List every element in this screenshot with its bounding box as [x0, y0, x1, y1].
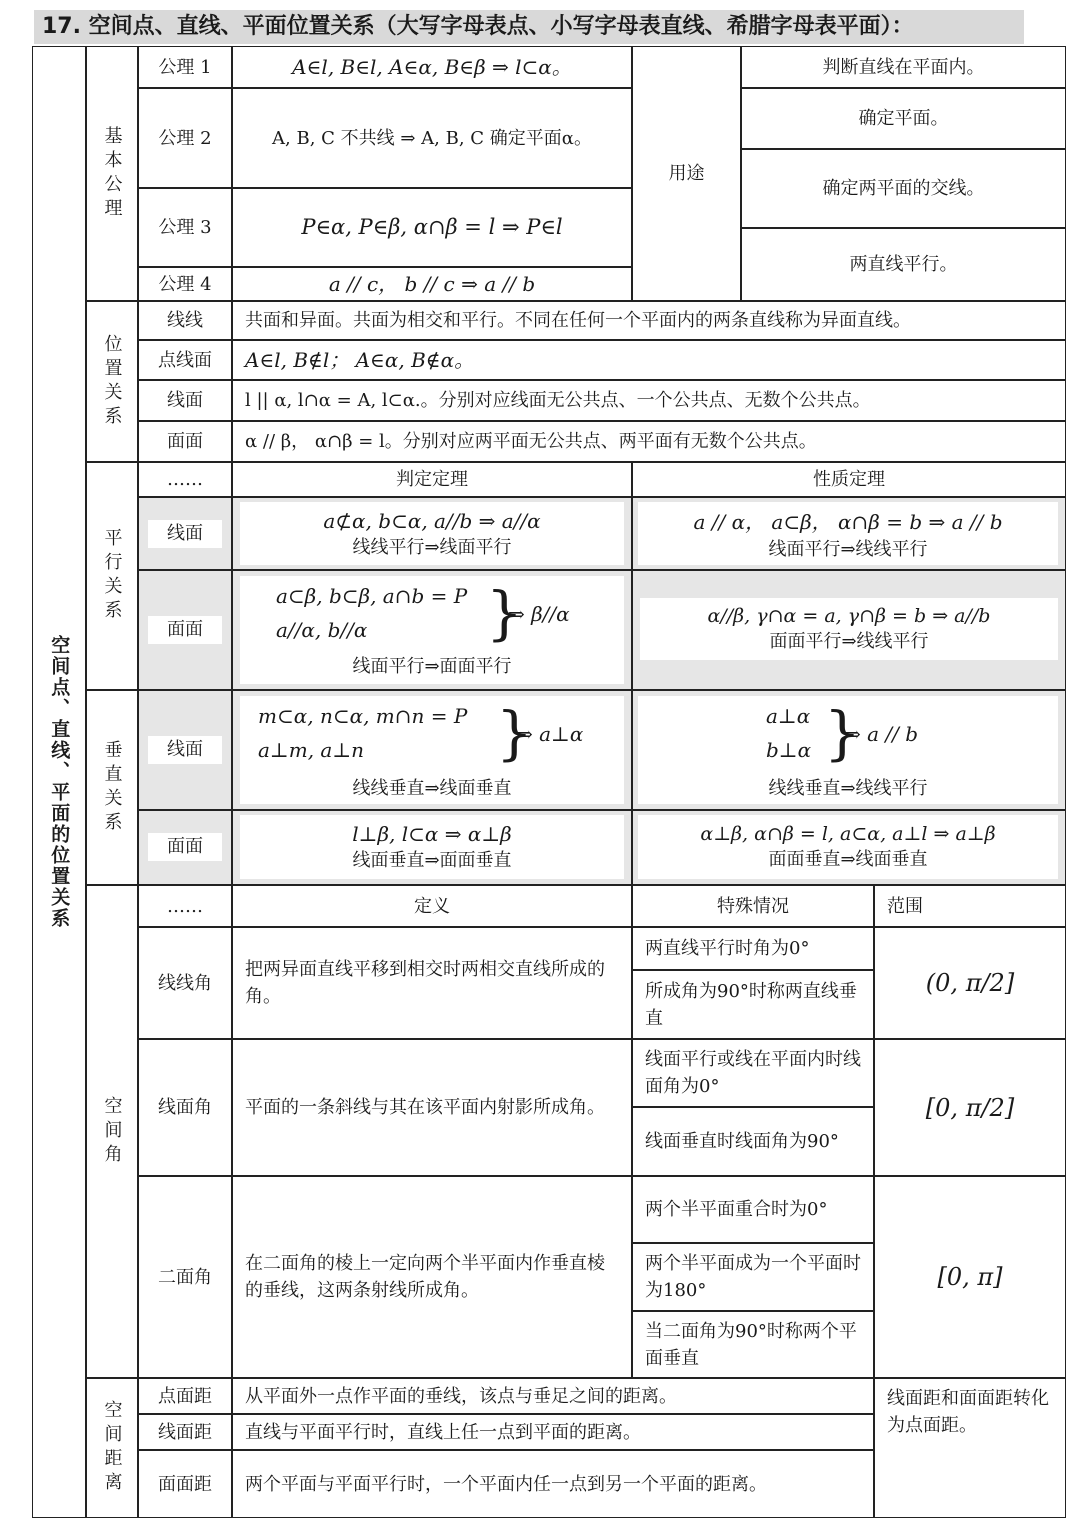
perp-line-plane-judge-line2: a⊥m, a⊥n [258, 738, 365, 762]
angle-line-line-special-1: 两直线平行时角为0° [632, 927, 874, 970]
axiom-1-use: 判断直线在平面内。 [741, 46, 1066, 88]
perp-plane-plane-prop-formula: α⊥β, α∩β = l, a⊂α, a⊥l ⇒ a⊥β [700, 823, 996, 845]
axiom-4-name: 公理 4 [138, 267, 232, 301]
perp-line-plane-prop-line2: b⊥α [766, 738, 812, 762]
angles-col-range: 范围 [874, 885, 1066, 927]
axiom-usage-label: 用途 [632, 46, 741, 301]
distance-note: 线面距和面面距转化为点面距。 [874, 1378, 1066, 1518]
group-distances: 空间距离 [86, 1378, 138, 1518]
parallel-plane-plane-judge-line2: a//α, b//α [276, 618, 368, 642]
distance-line-plane-name: 线面距 [138, 1414, 232, 1450]
position-plane-plane-text: α // β， α∩β = l。分别对应两平面无公共点、两平面有无数个公共点。 [232, 421, 1066, 462]
axiom-2-name: 公理 2 [138, 88, 232, 188]
group-axioms: 基本公理 [86, 46, 138, 301]
angle-line-plane-name: 线面角 [138, 1039, 232, 1176]
side-label: 空间点、直线、平面的位置关系 [32, 46, 86, 1518]
angle-line-line-def: 把两异面直线平移到相交时两相交直线所成的角。 [232, 927, 632, 1039]
axiom-4-use: 两直线平行。 [741, 228, 1066, 301]
perp-plane-plane-prop-caption: 面面垂直⇒线面垂直 [768, 849, 928, 870]
angle-dihedral-special-2: 两个半平面成为一个平面时为180° [632, 1243, 874, 1311]
angle-dihedral-range: [0, π] [874, 1176, 1066, 1378]
perp-line-plane-name: 线面 [148, 736, 222, 764]
parallel-plane-plane-judge-result: ⇒ β//α [508, 602, 570, 626]
perp-line-plane-judge-line1: m⊂α, n⊂α, m∩n = P [258, 704, 468, 728]
parallel-plane-plane-prop-caption: 面面平行⇒线线平行 [769, 631, 929, 652]
position-line-line-text: 共面和异面。共面为相交和平行。不同在任何一个平面内的两条直线称为异面直线。 [232, 301, 1066, 340]
angle-dihedral-special-1: 两个半平面重合时为0° [632, 1176, 874, 1243]
angle-line-line-special-2: 所成角为90°时称两直线垂直 [632, 970, 874, 1039]
perp-line-plane-prop-brace: } [824, 699, 861, 767]
axiom-3-name: 公理 3 [138, 188, 232, 267]
perp-line-plane-judge [240, 696, 624, 804]
perp-plane-plane-judge-caption: 线面垂直⇒面面垂直 [352, 850, 512, 871]
parallel-plane-plane-prop [640, 598, 1058, 660]
parallel-line-plane-name: 线面 [148, 520, 222, 548]
parallel-plane-plane-prop-formula: α//β, γ∩α = a, γ∩β = b ⇒ a//b [707, 605, 991, 627]
axiom-2-formula: A, B, C 不共线 ⇒ A, B, C 确定平面α。 [232, 88, 632, 188]
distance-plane-plane-name: 面面距 [138, 1450, 232, 1518]
angle-line-plane-range: [0, π/2] [874, 1039, 1066, 1176]
perp-line-plane-prop [638, 696, 1058, 804]
parallel-line-plane-prop-caption: 线面平行⇒线线平行 [768, 539, 928, 560]
perp-plane-plane-judge-formula: l⊥β, l⊂α ⇒ α⊥β [352, 822, 512, 846]
angle-line-line-name: 线线角 [138, 927, 232, 1039]
perp-line-plane-prop-result: ⇒ a // b [844, 722, 919, 746]
distance-line-plane-text: 直线与平面平行时，直线上任一点到平面的距离。 [232, 1414, 874, 1450]
axiom-3-formula: P∈α, P∈β, α∩β = l ⇒ P∈l [232, 188, 632, 267]
angle-dihedral-special-3: 当二面角为90°时称两个平面垂直 [632, 1311, 874, 1378]
axiom-1-name: 公理 1 [138, 46, 232, 88]
distance-plane-plane-text: 两个平面与平面平行时，一个平面内任一点到另一个平面的距离。 [232, 1450, 874, 1518]
perp-plane-plane-prop [638, 815, 1058, 879]
parallel-plane-plane-judge [240, 576, 624, 684]
perp-line-plane-judge-caption: 线线垂直⇒线面垂直 [352, 778, 512, 799]
parallel-col-judge: 判定定理 [232, 462, 632, 497]
perp-line-plane-prop-caption: 线线垂直⇒线线平行 [768, 778, 928, 799]
group-angles: 空间角 [86, 885, 138, 1378]
position-plane-plane-name: 面面 [138, 421, 232, 462]
parallel-plane-plane-judge-caption: 线面平行⇒面面平行 [352, 656, 512, 677]
parallel-line-plane-prop-formula: a // α， a⊂β， α∩β = b ⇒ a // b [693, 510, 1003, 534]
perp-line-plane-judge-result: ⇒ a⊥α [516, 722, 584, 746]
position-line-plane-text: l || α, l∩α = A, l⊂α.。分别对应线面无公共点、一个公共点、无数个公共点。 [232, 380, 1066, 421]
position-point-line-plane-name: 点线面 [138, 340, 232, 380]
angle-line-plane-def: 平面的一条斜线与其在该平面内射影所成角。 [232, 1039, 632, 1176]
parallel-col-prop: 性质定理 [632, 462, 1066, 497]
angle-line-line-range: (0, π/2] [874, 927, 1066, 1039]
angle-dihedral-def: 在二面角的棱上一定向两个半平面内作垂直棱的垂线，这两条射线所成角。 [232, 1176, 632, 1378]
parallel-line-plane-judge-formula: a⊄α, b⊂α, a//b ⇒ a//α [323, 508, 541, 533]
page-title: 17. 空间点、直线、平面位置关系（大写字母表点、小写字母表直线、希腊字母表平面）： [34, 10, 1024, 44]
group-parallel: 平行关系 [86, 462, 138, 690]
distance-point-plane-text: 从平面外一点作平面的垂线，该点与垂足之间的距离。 [232, 1378, 874, 1414]
position-line-line-name: 线线 [138, 301, 232, 340]
group-positions: 位置关系 [86, 301, 138, 462]
axiom-2-use: 确定平面。 [741, 88, 1066, 149]
perp-line-plane-brace: } [496, 699, 533, 767]
perp-plane-plane-judge [240, 815, 624, 879]
angle-line-plane-special-1: 线面平行或线在平面内时线面角为0° [632, 1039, 874, 1107]
angles-col-def: 定义 [232, 885, 632, 927]
parallel-plane-plane-brace: } [486, 579, 523, 647]
perp-line-plane-prop-line1: a⊥α [766, 704, 811, 728]
perp-plane-plane-name: 面面 [148, 833, 222, 861]
position-line-plane-name: 线面 [138, 380, 232, 421]
group-perpendicular: 垂直关系 [86, 690, 138, 885]
parallel-corner: …… [138, 462, 232, 497]
axiom-4-formula: a // c， b // c ⇒ a // b [232, 267, 632, 301]
parallel-plane-plane-judge-line1: a⊂β, b⊂β, a∩b = P [276, 584, 468, 608]
axiom-3-use: 确定两平面的交线。 [741, 149, 1066, 228]
angle-dihedral-name: 二面角 [138, 1176, 232, 1378]
position-point-line-plane-text: A∈l, B∉l； A∈α, B∉α。 [232, 340, 1066, 380]
parallel-line-plane-judge-caption: 线线平行⇒线面平行 [352, 536, 512, 558]
angles-col-special: 特殊情况 [632, 885, 874, 927]
parallel-line-plane-prop [638, 502, 1058, 565]
parallel-line-plane-judge [240, 502, 624, 565]
distance-point-plane-name: 点面距 [138, 1378, 232, 1414]
angles-corner: …… [138, 885, 232, 927]
angle-line-plane-special-2: 线面垂直时线面角为90° [632, 1107, 874, 1176]
axiom-1-formula: A∈l, B∈l, A∈α, B∈β ⇒ l⊂α。 [232, 46, 632, 88]
parallel-plane-plane-name: 面面 [148, 616, 222, 644]
